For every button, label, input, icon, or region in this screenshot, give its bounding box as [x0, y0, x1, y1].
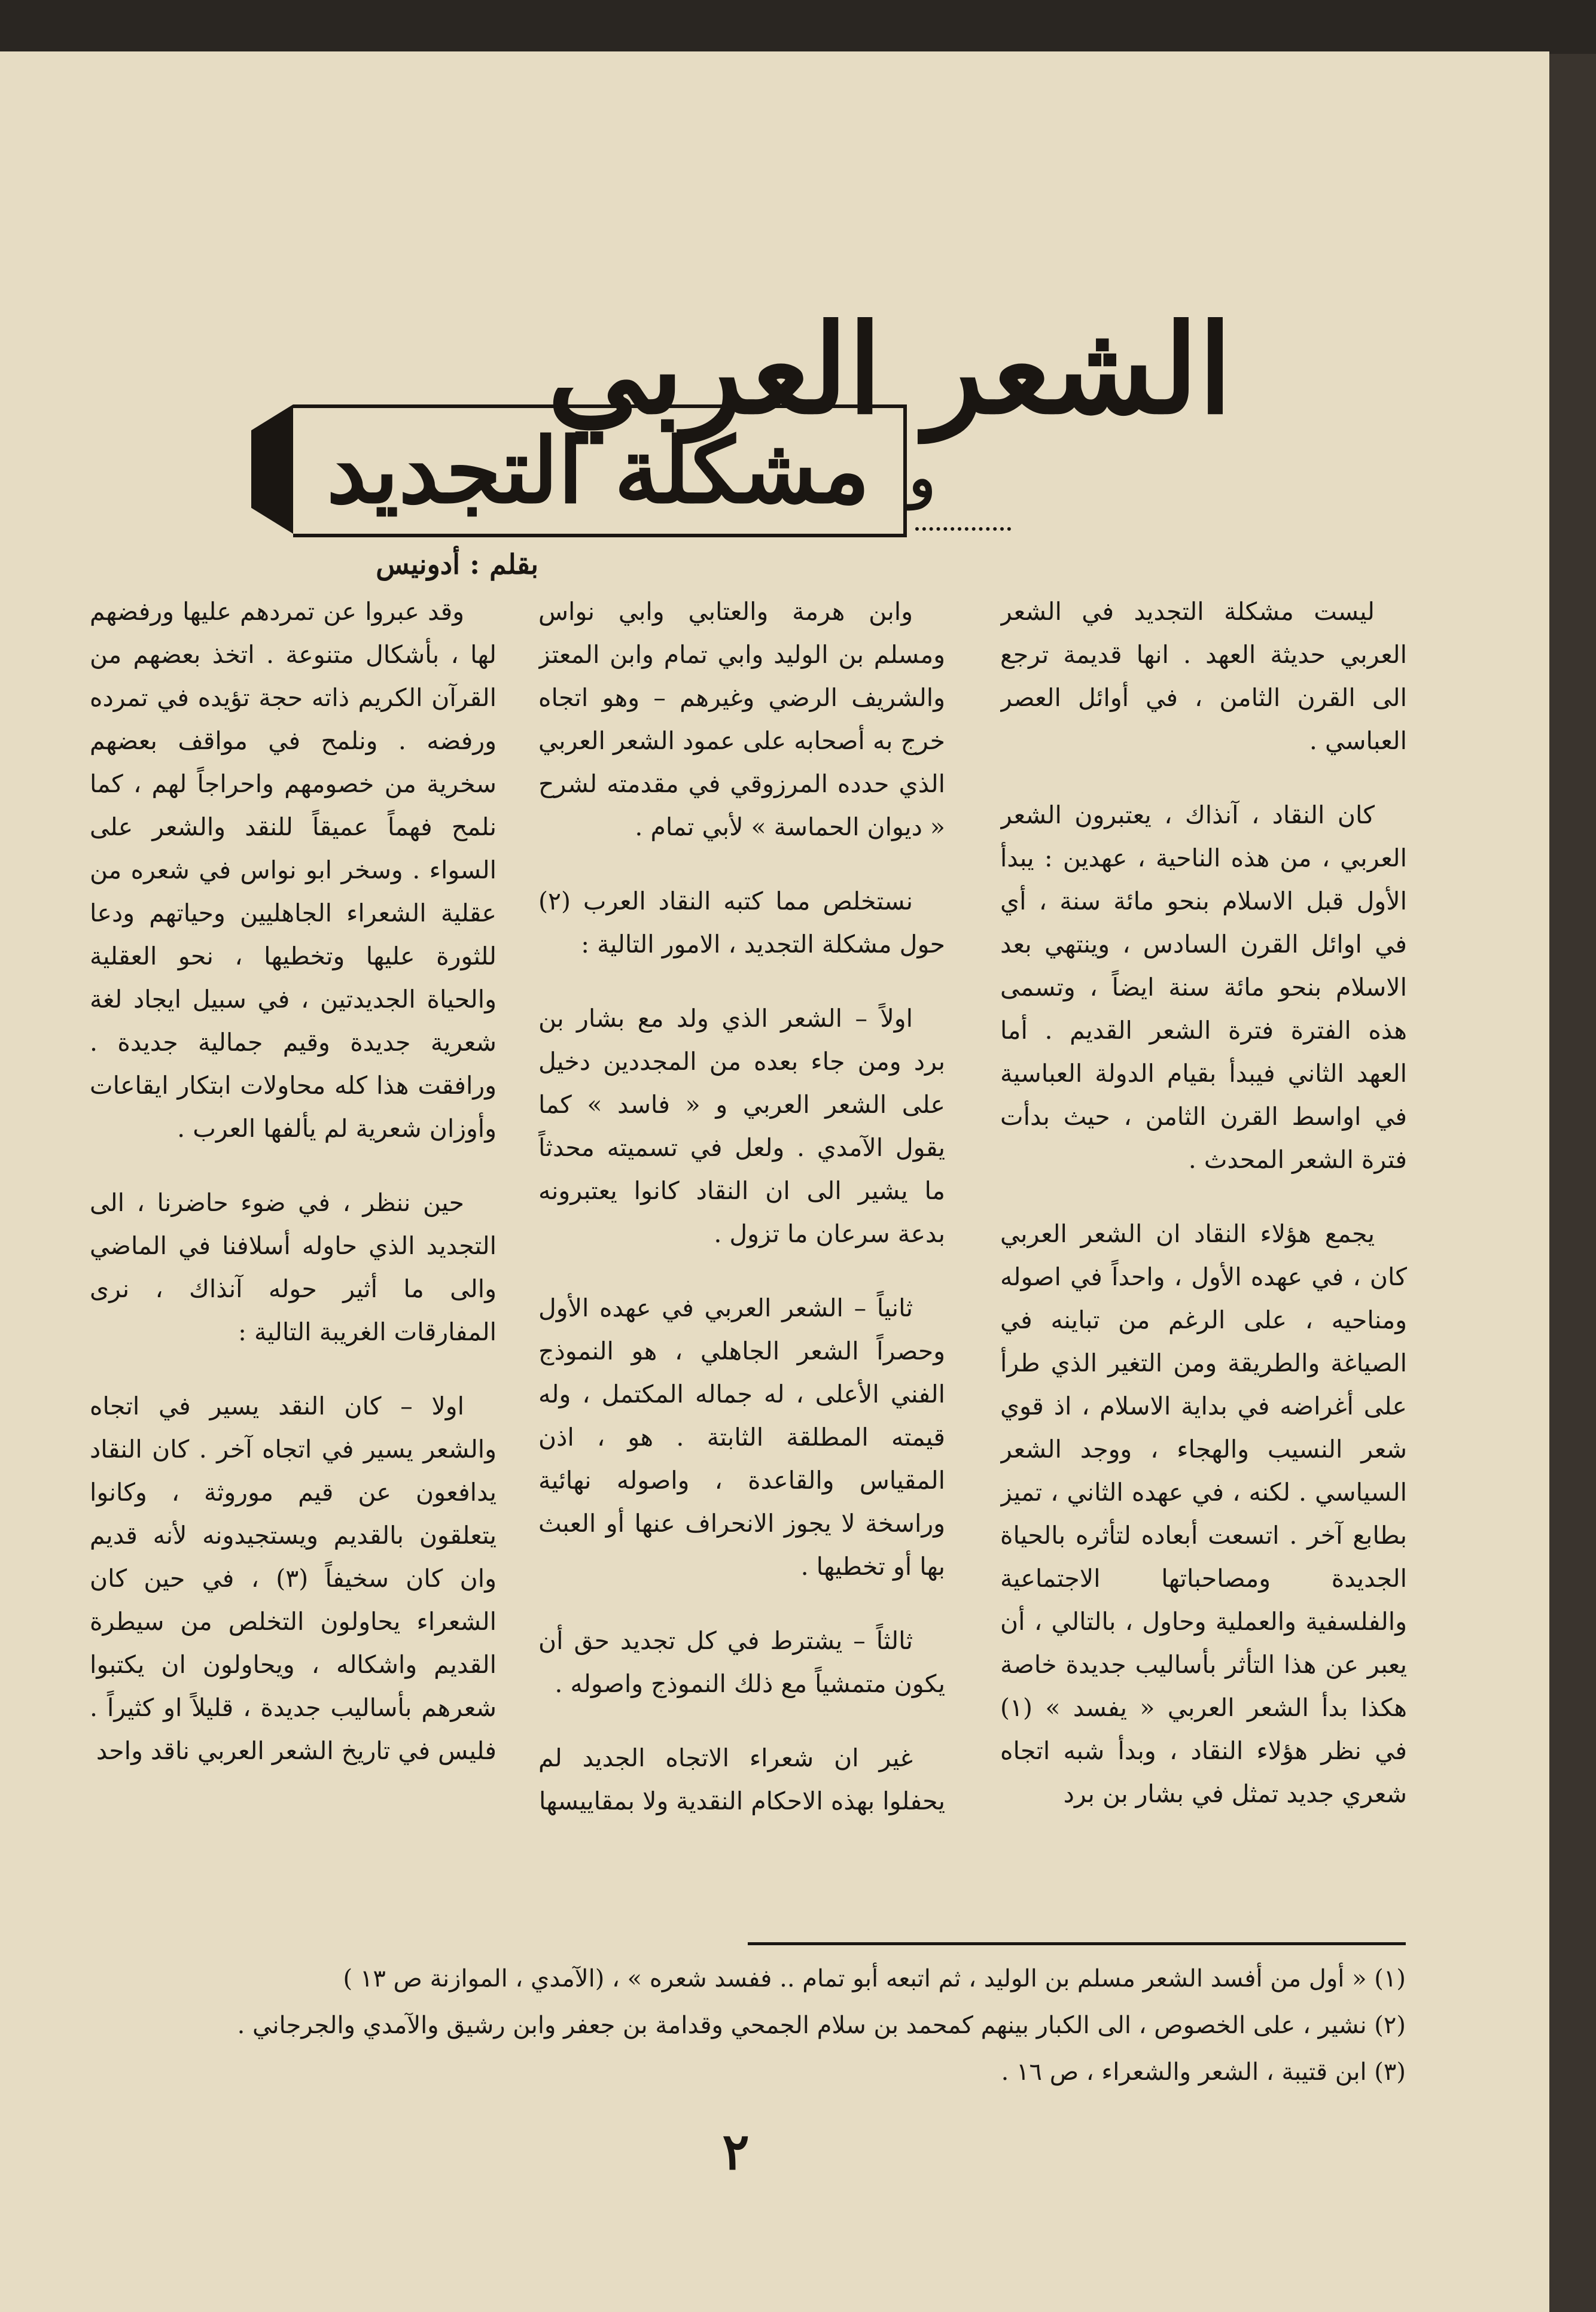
byline: بقلم : أدونيس — [376, 548, 538, 580]
text-column-3 — [90, 590, 497, 1948]
paragraph: حين ننظر ، في ضوء حاضرنا ، الى التجديد الذي حاوله أسلافنا في الماضي والى ما أثير حوله آنذاك ، نرى المفارقات الغريبة التالية : — [90, 1188, 497, 1346]
title-rope-ornament — [915, 515, 1011, 531]
footnote: (٣) ابن قتيبة ، الشعر والشعراء ، ص ١٦ . — [1001, 2058, 1406, 2086]
footnote-divider — [748, 1942, 1406, 1945]
title-banner-tip — [251, 404, 293, 534]
footnotes — [197, 1955, 1406, 2095]
footnote: (٢) نشير ، على الخصوص ، الى الكبار بينهم كمحمد بن سلام الجمحي وقدامة بن جعفر وابن رشيق والآمدي والجرجاني . — [237, 2012, 1406, 2039]
title-banner — [293, 404, 907, 537]
magazine-page — [0, 51, 1549, 2312]
page-number: ٢ — [722, 2122, 750, 2181]
paragraph: غير ان شعراء الاتجاه الجديد لم يحفلوا بهذه الاحكام النقدية ولا بمقاييسها — [538, 1744, 945, 1815]
title-conjunction: و — [909, 446, 936, 510]
paragraph: وقد عبروا عن تمردهم عليها ورفضهم لها ، بأشكال متنوعة . اتخذ بعضهم من القرآن الكريم ذاته حجة تؤيده في تمرده ورفضه . ونلمح في مواقف بعضهم سخرية من خصومهم واحراجاً لهم ، كما نلمح فهماً عميقاً للنقد والشعر على السواء . وسخر ابو نواس في شعره من عقلية الشعراء الجاهليين وحياتهم ودعا للثورة عليها وتخطيها ، نحو العقلية والحياة الجديدتين ، في سبيل ايجاد لغة شعرية جديدة وقيم جمالية جديدة . ورافقت هذا كله محاولات ابتكار ايقاعات وأوزان شعرية لم يألفها العرب . — [90, 597, 497, 1143]
text-column-1 — [1000, 590, 1407, 1948]
paragraph: وابن هرمة والعتابي وابي نواس ومسلم بن الوليد وابي تمام وابن المعتز والشريف الرضي وغيرهم – وهو اتجاه خرج به أصحابه على عمود الشعر العربي الذي حدده المرزوقي في مقدمته لشرح « ديوان الحماسة » لأبي تمام . — [538, 597, 945, 841]
paragraph: ثانياً – الشعر العربي في عهده الأول وحصراً الشعر الجاهلي ، هو النموذج الفني الأعلى ، له جماله المكتمل ، وله قيمته المطلقة الثابتة . هو ، اذن المقياس والقاعدة ، واصوله نهائية وراسخة لا يجوز الانحراف عنها أو العبث بها أو تخطيها . — [538, 1294, 945, 1581]
title-main: الشعر العربي — [547, 298, 1232, 442]
paragraph: ليست مشكلة التجديد في الشعر العربي حديثة العهد . انها قديمة ترجع الى القرن الثامن ، في أوائل العصر العباسي . — [1000, 597, 1407, 755]
page-edge-shadow — [1549, 54, 1596, 2312]
paragraph: ثالثاً – يشترط في كل تجديد حق أن يكون متمشياً مع ذلك النموذج واصوله . — [538, 1626, 945, 1698]
text-column-2 — [538, 590, 945, 1948]
paragraph: كان النقاد ، آنذاك ، يعتبرون الشعر العربي ، من هذه الناحية ، عهدين : يبدأ الأول قبل الاسلام بنحو مائة سنة ، أي في اوائل القرن السادس ، وينتهي بعد الاسلام بنحو مائة سنة ايضاً ، وتسمى هذه الفترة فترة الشعر القديم . أما العهد الثاني فيبدأ بقيام الدولة العباسية في اواسط القرن الثامن ، حيث بدأت فترة الشعر المحدث . — [1000, 801, 1407, 1174]
article-title — [251, 298, 1232, 560]
title-sub: مشكلة التجديد — [327, 418, 870, 524]
paragraph: اولاً – الشعر الذي ولد مع بشار بن برد ومن جاء بعده من المجددين دخيل على الشعر العربي و « فاسد » كما يقول الآمدي . ولعل في تسميته محدثاً ما يشير الى ان النقاد كانوا يعتبرونه بدعة سرعان ما تزول . — [538, 1004, 945, 1248]
paragraph: نستخلص مما كتبه النقاد العرب (٢) حول مشكلة التجديد ، الامور التالية : — [538, 887, 945, 959]
footnote: (١) « أول من أفسد الشعر مسلم بن الوليد ، ثم اتبعه أبو تمام .. ففسد شعره » ، (الآمدي ، الموازنة ص ١٣ ) — [343, 1965, 1406, 1992]
paragraph: اولا – كان النقد يسير في اتجاه والشعر يسير في اتجاه آخر . كان النقاد يدافعون عن قيم موروثة ، وكانوا يتعلقون بالقديم ويستجيدونه لأنه قديم وان كان سخيفاً (٣) ، في حين كان الشعراء يحاولون التخلص من سيطرة القديم واشكاله ، ويحاولون ان يكتبوا شعرهم بأساليب جديدة ، قليلاً او كثيراً . فليس في تاريخ الشعر العربي ناقد واحد — [90, 1392, 497, 1765]
paragraph: يجمع هؤلاء النقاد ان الشعر العربي كان ، في عهده الأول ، واحداً في اصوله ومناحيه ، على الرغم من تباينه في الصياغة والطريقة ومن التغير الذي طرأ على أغراضه في بداية الاسلام ، اذ قوي شعر النسيب والهجاء ، ووجد الشعر السياسي . لكنه ، في عهده الثاني ، تميز بطابع آخر . اتسعت أبعاده لتأثره بالحياة الجديدة ومصاحباتها الاجتماعية والفلسفية والعملية وحاول ، بالتالي ، أن يعبر عن هذا التأثر بأساليب جديدة خاصة هكذا بدأ الشعر العربي « يفسد » (١) في نظر هؤلاء النقاد ، وبدأ شبه اتجاه شعري جديد تمثل في بشار بن برد — [1000, 1219, 1407, 1808]
